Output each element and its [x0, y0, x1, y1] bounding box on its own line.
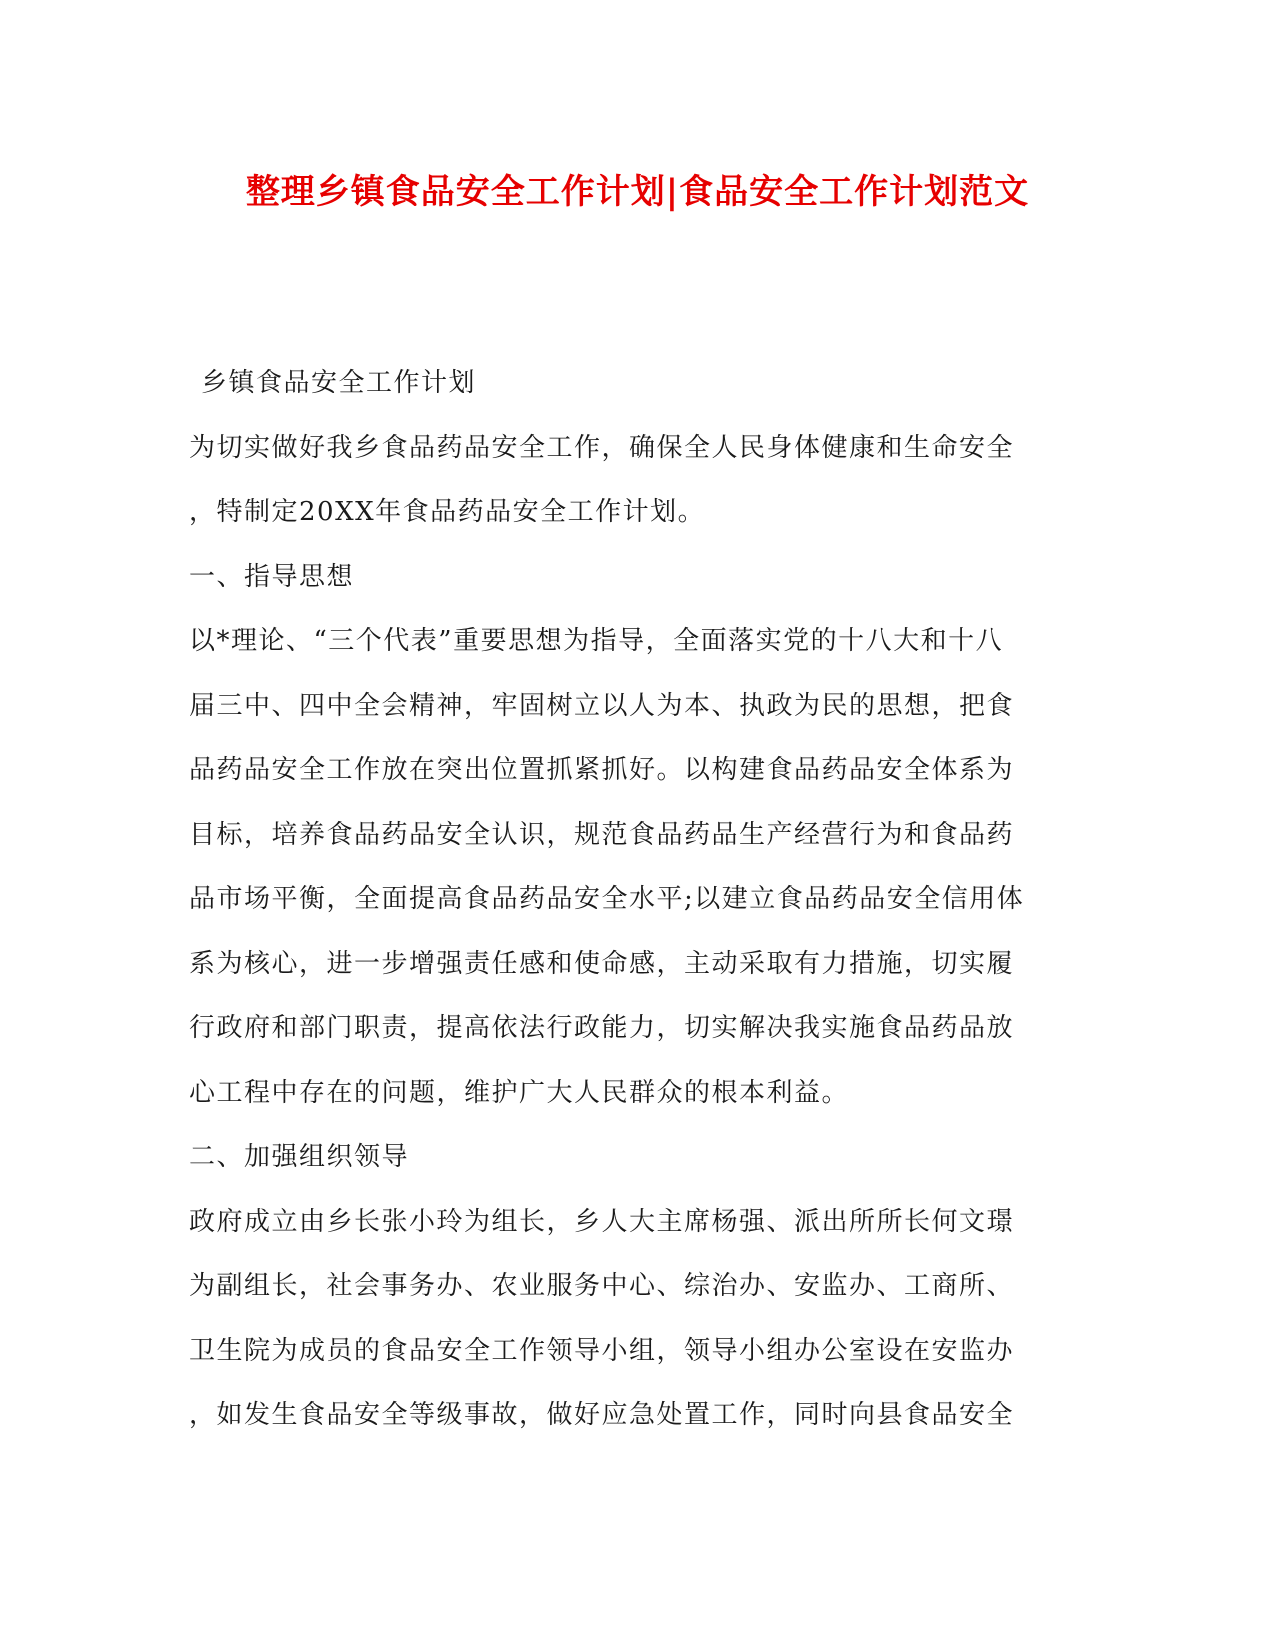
paragraph-line: 为副组长，社会事务办、农业服务中心、综治办、安监办、工商所、	[189, 1271, 1015, 1301]
paragraph-line: ，特制定20XX年食品药品安全工作计划。	[189, 497, 706, 527]
document-title: 整理乡镇食品安全工作计划|食品安全工作计划范文	[245, 172, 1030, 212]
paragraph-line: 心工程中存在的问题，维护广大人民群众的根本利益。	[189, 1077, 850, 1108]
paragraph-line: 目标，培养食品药品安全认识，规范食品药品生产经营行为和食品药	[189, 819, 1015, 850]
paragraph-line: 行政府和部门职责，提高依法行政能力，切实解决我实施食品药品放	[189, 1013, 1015, 1043]
document-body	[189, 351, 1089, 1448]
paragraph-line: 卫生院为成员的食品安全工作领导小组，领导小组办公室设在安监办	[189, 1335, 1015, 1366]
paragraph-line: 届三中、四中全会精神，牢固树立以人为本、执政为民的思想，把食	[189, 690, 1015, 721]
paragraph-line: ，如发生食品安全等级事故，做好应急处置工作，同时向县食品安全	[189, 1400, 1015, 1430]
paragraph-line: 系为核心，进一步增强责任感和使命感，主动采取有力措施，切实履	[189, 948, 1015, 979]
paragraph-line: 政府成立由乡长张小玲为组长，乡人大主席杨强、派出所所长何文璟	[189, 1206, 1015, 1237]
paragraph-line: 为切实做好我乡食品药品安全工作，确保全人民身体健康和生命安全	[189, 432, 1015, 463]
paragraph-line: 品药品安全工作放在突出位置抓紧抓好。以构建食品药品安全体系为	[189, 755, 1015, 785]
section-heading: 二、加强组织领导	[189, 1142, 410, 1172]
document-subtitle: 乡镇食品安全工作计划	[201, 368, 477, 398]
section-heading: 一、指导思想	[189, 561, 355, 592]
paragraph-line: 品市场平衡，全面提高食品药品安全水平;以建立食品药品安全信用体	[189, 884, 1025, 914]
paragraph-line: 以*理论、“三个代表”重要思想为指导，全面落实党的十八大和十八	[189, 626, 1004, 656]
